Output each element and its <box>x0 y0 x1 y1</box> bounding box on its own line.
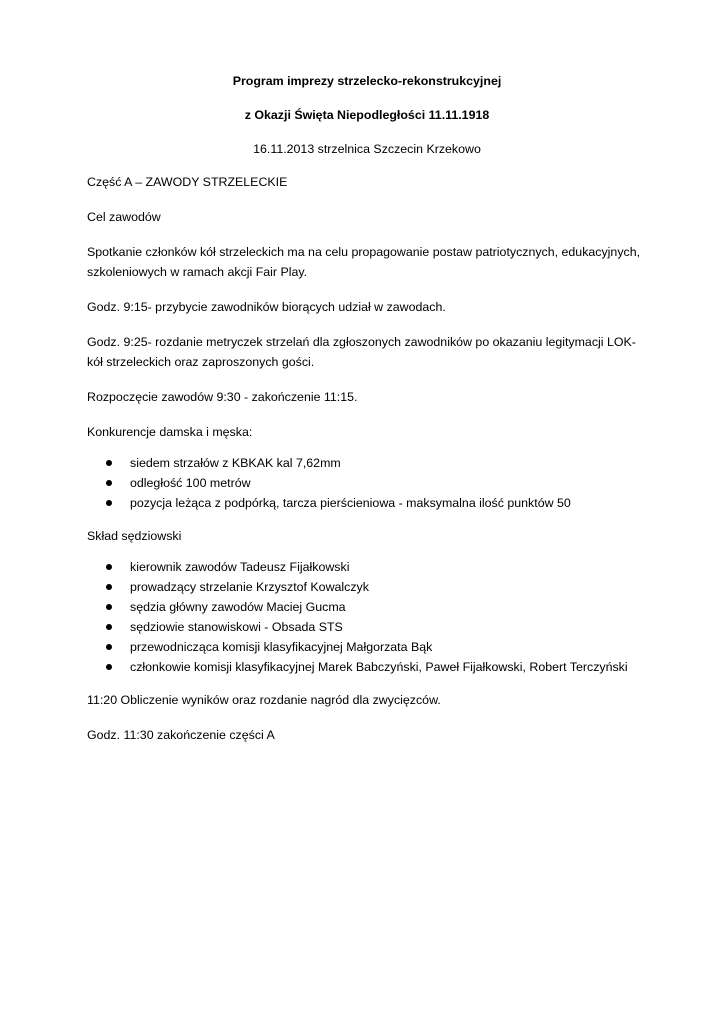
list-item <box>106 617 647 637</box>
document-page <box>87 73 647 760</box>
bullet-icon <box>106 480 112 486</box>
list-item-text: sędziowie stanowiskowi - Obsada STS <box>130 620 343 634</box>
bullet-icon <box>106 664 112 670</box>
list-item <box>106 637 647 657</box>
list-item <box>106 577 647 597</box>
list-item-text: siedem strzałów z KBKAK kal 7,62mm <box>130 456 341 470</box>
list-item-text: prowadzący strzelanie Krzysztof Kowalczyk <box>130 580 369 594</box>
list-item <box>106 557 647 577</box>
goal-heading: Cel zawodów <box>87 210 161 224</box>
list-item <box>106 657 647 677</box>
jury-heading: Skład sędziowski <box>87 529 182 543</box>
bullet-icon <box>106 564 112 570</box>
competition-heading: Konkurencje damska i męska: <box>87 425 253 439</box>
bullet-icon <box>106 624 112 630</box>
start-end-time: Rozpoczęcie zawodów 9:30 - zakończenie 11:15. <box>87 390 358 404</box>
arrival-time: Godz. 9:15- przybycie zawodników biorących udział w zawodach. <box>87 300 446 314</box>
list-item <box>106 473 647 493</box>
list-item-text: odległość 100 metrów <box>130 476 251 490</box>
end-part-a: Godz. 11:30 zakończenie części A <box>87 728 275 742</box>
bullet-icon <box>106 460 112 466</box>
part-a-heading: Część A – ZAWODY STRZELECKIE <box>87 175 288 189</box>
list-item-text: członkowie komisji klasyfikacyjnej Marek Babczyński, Paweł Fijałkowski, Robert Terczyński <box>130 660 628 674</box>
document-title-line-2: z Okazji Święta Niepodległości 11.11.1918 <box>244 108 490 122</box>
bullet-icon <box>106 500 112 506</box>
jury-list <box>87 557 647 677</box>
list-item-text: przewodnicząca komisji klasyfikacyjnej Małgorzata Bąk <box>130 640 433 654</box>
list-item-text: kierownik zawodów Tadeusz Fijałkowski <box>130 560 350 574</box>
list-item <box>106 453 647 473</box>
list-item <box>106 597 647 617</box>
document-title-line-1: Program imprezy strzelecko-rekonstrukcyjnej <box>232 74 502 88</box>
list-item-text: pozycja leżąca z podpórką, tarcza pierścieniowa - maksymalna ilość punktów 50 <box>130 496 571 510</box>
date-and-place: 16.11.2013 strzelnica Szczecin Krzekowo <box>253 142 481 156</box>
list-item-text: sędzia główny zawodów Maciej Gucma <box>130 600 346 614</box>
list-item <box>106 493 647 513</box>
competition-list <box>87 453 647 513</box>
bullet-icon <box>106 584 112 590</box>
distribution-time: Godz. 9:25- rozdanie metryczek strzelań dla zgłoszonych zawodników po okazaniu legitymacji LOK- kół strzeleckich oraz zaproszonych gości. <box>87 335 636 369</box>
goal-text: Spotkanie członków kół strzeleckich ma na celu propagowanie postaw patriotycznych, edukacyjnych, szkoleniowych w ramach akcji Fair Play. <box>87 245 641 279</box>
bullet-icon <box>106 644 112 650</box>
results-time: 11:20 Obliczenie wyników oraz rozdanie nagród dla zwycięzców. <box>87 693 441 707</box>
bullet-icon <box>106 604 112 610</box>
